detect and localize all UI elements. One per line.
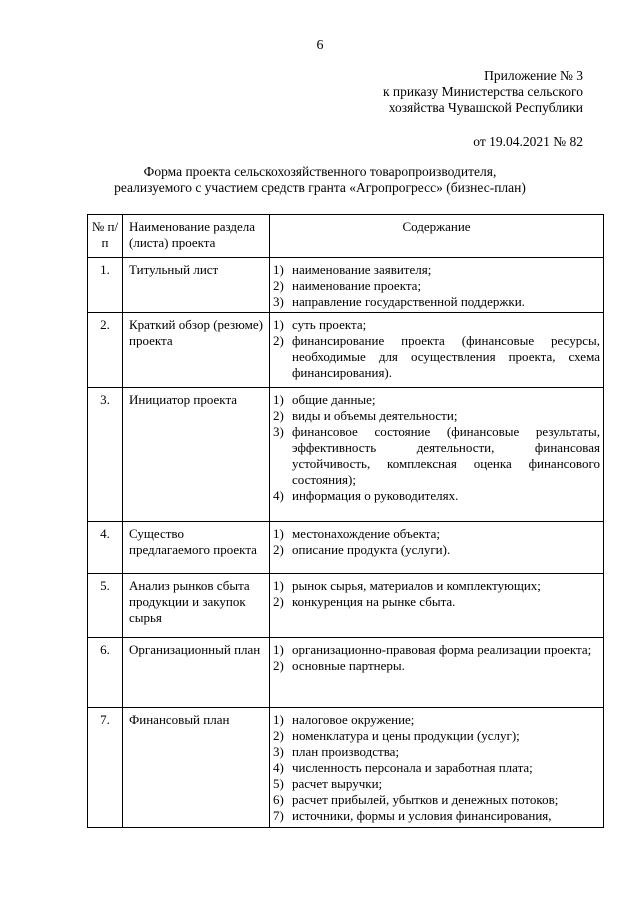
form-title [60, 164, 580, 196]
list-item [273, 792, 600, 808]
business-plan-table [87, 214, 604, 828]
content-list [273, 712, 600, 824]
section-content [270, 574, 604, 638]
header-num: № п/п [88, 215, 123, 258]
list-item [273, 408, 600, 424]
list-item-text: план производства; [292, 744, 400, 759]
order-date: от 19.04.2021 № 82 [473, 134, 583, 149]
list-item-text: организационно-правовая форма реализации проекта; [292, 642, 592, 657]
list-item-text: общие данные; [292, 392, 376, 407]
content-list [273, 392, 600, 504]
list-item [273, 392, 600, 408]
list-item [273, 658, 600, 674]
list-item-marker: 2) [273, 333, 284, 348]
section-content [270, 388, 604, 522]
list-item [273, 262, 600, 278]
appendix-title: Приложение № 3 [484, 68, 583, 83]
content-list [273, 262, 600, 310]
list-item [273, 578, 600, 594]
row-number: 5. [88, 574, 123, 638]
list-item-text: налоговое окружение; [292, 712, 415, 727]
list-item [273, 776, 600, 792]
table-row [88, 638, 604, 708]
list-item-marker: 3) [273, 744, 284, 759]
section-content [270, 522, 604, 574]
table-row [88, 522, 604, 574]
content-list [273, 526, 600, 558]
list-item [273, 278, 600, 294]
section-name: Инициатор проекта [123, 388, 270, 522]
form-title-line: Форма проекта сельскохозяйственного товаропроизводителя, [143, 164, 497, 179]
section-name: Финансовый план [123, 708, 270, 828]
list-item-text: конкуренция на рынке сбыта. [292, 594, 456, 609]
section-content [270, 708, 604, 828]
content-list [273, 578, 600, 610]
section-name: Существо предлагаемого проекта [123, 522, 270, 574]
list-item-text: наименование заявителя; [292, 262, 432, 277]
list-item-text: описание продукта (услуги). [292, 542, 451, 557]
list-item-marker: 1) [273, 317, 284, 332]
list-item-marker: 2) [273, 594, 284, 609]
list-item-text: численность персонала и заработная плата; [292, 760, 533, 775]
list-item-marker: 1) [273, 526, 284, 541]
list-item-marker: 2) [273, 278, 284, 293]
header-name: Наименование раздела (листа) проекта [123, 215, 270, 258]
row-number: 6. [88, 638, 123, 708]
row-number: 4. [88, 522, 123, 574]
row-number: 7. [88, 708, 123, 828]
section-content [270, 313, 604, 388]
list-item [273, 728, 600, 744]
list-item-marker: 1) [273, 262, 284, 277]
list-item [273, 294, 600, 310]
list-item-marker: 3) [273, 294, 284, 309]
list-item-text: местонахождение объекта; [292, 526, 440, 541]
content-list [273, 317, 600, 381]
list-item-text: финансирование проекта (финансовые ресурсы, необходимые для осуществления проекта, схема финансирования). [292, 333, 600, 380]
list-item-marker: 7) [273, 808, 284, 823]
list-item [273, 808, 600, 824]
list-item [273, 333, 600, 381]
list-item-text: финансовое состояние (финансовые результаты, эффективность деятельности, финансовая устойчивость, комплексная оценка финансового состояния); [292, 424, 600, 487]
list-item-text: номенклатура и цены продукции (услуг); [292, 728, 520, 743]
row-number: 3. [88, 388, 123, 522]
list-item-text: суть проекта; [292, 317, 367, 332]
table-row [88, 708, 604, 828]
list-item-marker: 2) [273, 658, 284, 673]
list-item-marker: 2) [273, 728, 284, 743]
table-row [88, 574, 604, 638]
list-item-text: расчет выручки; [292, 776, 383, 791]
list-item [273, 760, 600, 776]
list-item [273, 526, 600, 542]
list-item-text: источники, формы и условия финансирования, [292, 808, 552, 823]
list-item [273, 712, 600, 728]
list-item-text: направление государственной поддержки. [292, 294, 525, 309]
section-name: Краткий обзор (резюме) проекта [123, 313, 270, 388]
list-item-marker: 4) [273, 760, 284, 775]
list-item-text: расчет прибылей, убытков и денежных потоков; [292, 792, 559, 807]
row-number: 2. [88, 313, 123, 388]
appendix-line: к приказу Министерства сельского [382, 84, 583, 99]
list-item-marker: 2) [273, 542, 284, 557]
appendix-header [323, 68, 583, 150]
list-item-marker: 1) [273, 392, 284, 407]
list-item-marker: 3) [273, 424, 284, 439]
list-item [273, 642, 600, 658]
section-content [270, 258, 604, 313]
table-row [88, 388, 604, 522]
form-title-line: реализуемого с участием средств гранта «Агропрогресс» (бизнес-план) [114, 180, 526, 195]
list-item-marker: 5) [273, 776, 284, 791]
list-item [273, 488, 600, 504]
section-content [270, 638, 604, 708]
list-item-marker: 1) [273, 712, 284, 727]
list-item [273, 744, 600, 760]
page-number: 6 [316, 38, 324, 53]
list-item-text: виды и объемы деятельности; [292, 408, 458, 423]
list-item-marker: 1) [273, 642, 284, 657]
header-content: Содержание [270, 215, 604, 258]
table-row [88, 313, 604, 388]
content-list [273, 642, 600, 674]
section-name: Титульный лист [123, 258, 270, 313]
table-header-row [88, 215, 604, 258]
row-number: 1. [88, 258, 123, 313]
list-item-text: наименование проекта; [292, 278, 422, 293]
list-item-marker: 1) [273, 578, 284, 593]
list-item [273, 594, 600, 610]
list-item [273, 424, 600, 488]
list-item-text: основные партнеры. [292, 658, 405, 673]
list-item-marker: 6) [273, 792, 284, 807]
list-item-marker: 4) [273, 488, 284, 503]
list-item-text: информация о руководителях. [292, 488, 459, 503]
list-item [273, 542, 600, 558]
section-name: Анализ рынков сбыта продукции и закупок сырья [123, 574, 270, 638]
table-row [88, 258, 604, 313]
list-item [273, 317, 600, 333]
appendix-line: хозяйства Чувашской Республики [388, 100, 583, 115]
list-item-marker: 2) [273, 408, 284, 423]
list-item-text: рынок сырья, материалов и комплектующих; [292, 578, 541, 593]
table-body [88, 258, 604, 828]
section-name: Организационный план [123, 638, 270, 708]
